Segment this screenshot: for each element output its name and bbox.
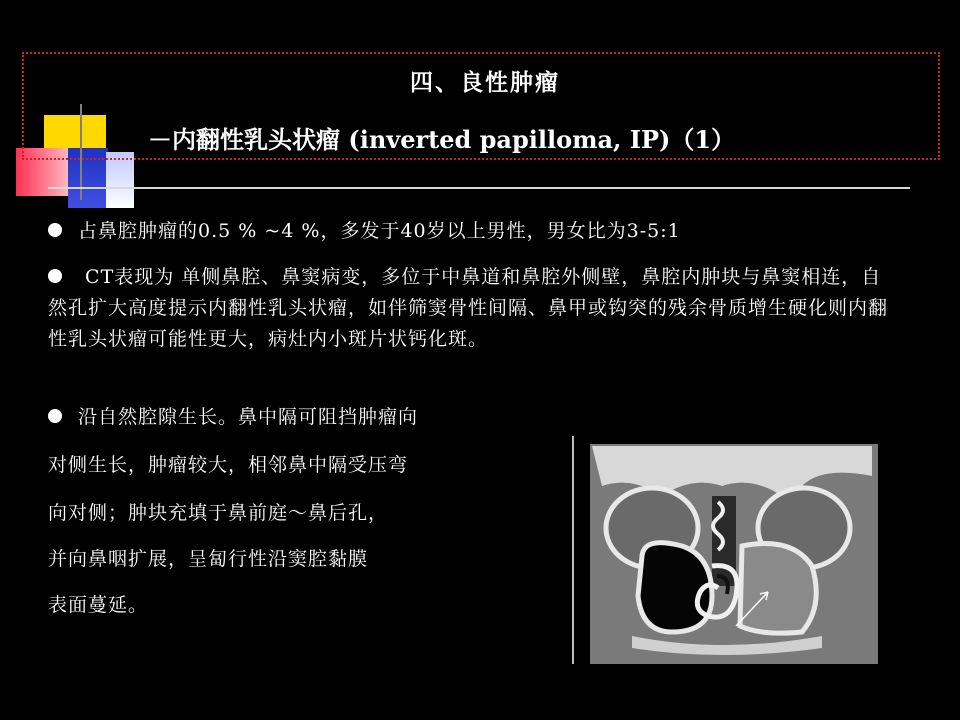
bullet-text-3-line-4: 并向鼻咽扩展，呈匐行性沿窦腔黏膜 xyxy=(48,548,369,570)
slide-title: 四、良性肿瘤 xyxy=(410,69,560,96)
bullet-dot-icon xyxy=(48,409,62,423)
bullet-text-1: 占鼻腔肿瘤的0.5 % ~4 %，多发于40岁以上男性，男女比为3-5:1 xyxy=(78,220,681,242)
bullet-text-3-line-5: 表面蔓延。 xyxy=(48,594,149,616)
bullet-text-3-line-1: 沿自然腔隙生长。鼻中隔可阻挡肿瘤向 xyxy=(78,406,419,428)
ct-scan-image xyxy=(572,436,878,664)
bullet-dot-icon xyxy=(48,223,62,237)
bullet-item-2 xyxy=(48,262,898,355)
decor-light-square xyxy=(106,152,134,208)
bullet-text-2: CT表现为 单侧鼻腔、鼻窦病变，多位于中鼻道和鼻腔外侧壁，鼻腔内肿块与鼻窦相连，自然孔扩大高度提示内翻性乳头状瘤，如伴筛窦骨性间隔、鼻甲或钩突的残余骨质增生硬化则内翻性乳头状瘤可能性更大，病灶内小斑片状钙化斑。 xyxy=(48,266,889,350)
bullet-item-1 xyxy=(48,216,928,247)
slide-subtitle: －内翻性乳头状瘤 (inverted papilloma, IP)（1） xyxy=(148,125,736,154)
bullet-text-3-line-3: 向对侧；肿块充填于鼻前庭～鼻后孔， xyxy=(48,502,389,524)
bullet-dot-icon xyxy=(48,269,62,283)
bullet-item-3 xyxy=(48,402,418,429)
title-divider xyxy=(48,187,910,189)
bullet-text-3-line-2: 对侧生长，肿瘤较大，相邻鼻中隔受压弯 xyxy=(48,454,409,476)
